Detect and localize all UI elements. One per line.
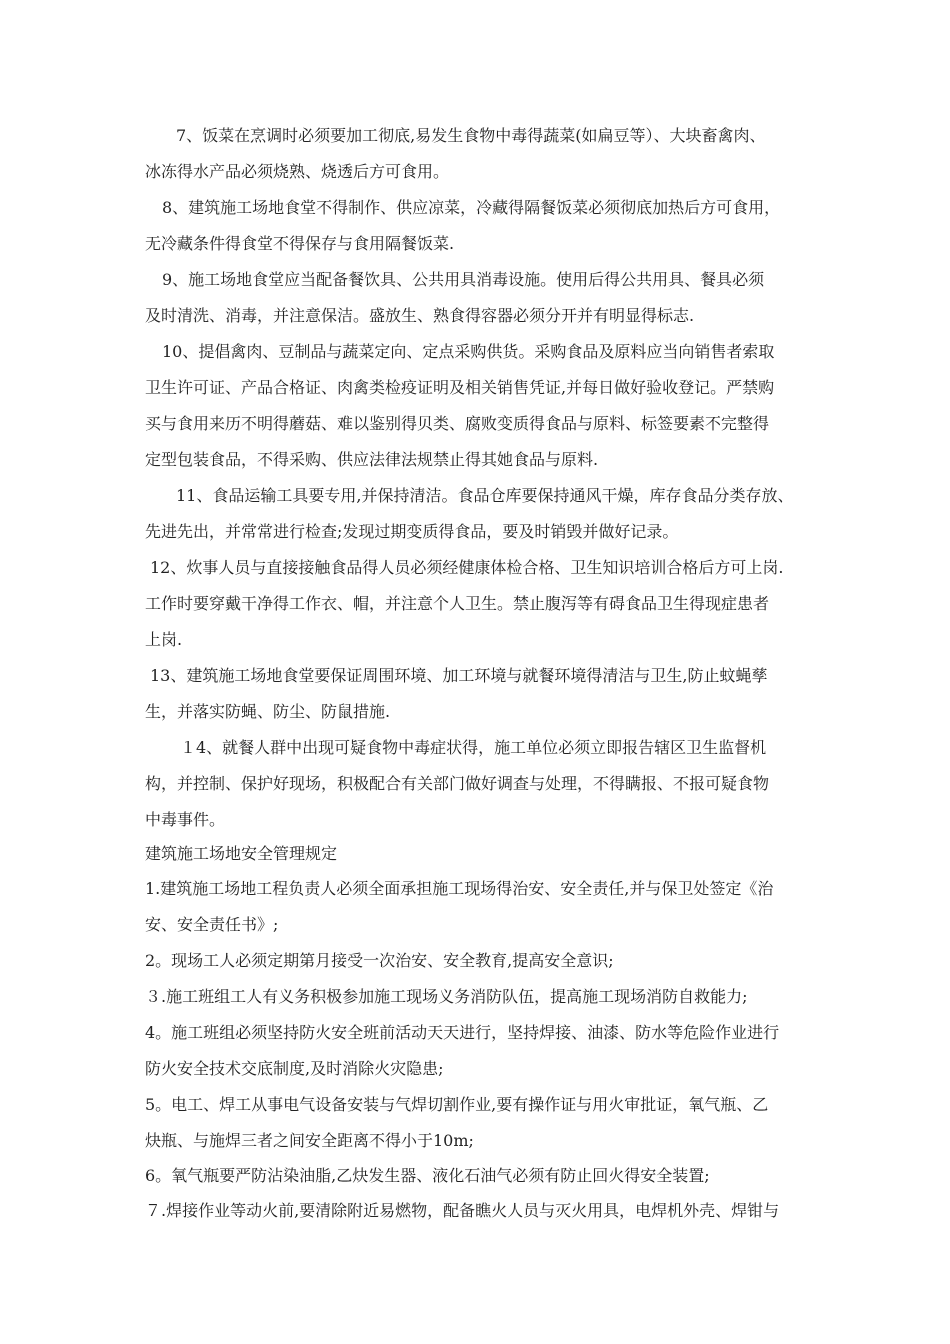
text-line-30: 6。氧气瓶要严防沾染油脂,乙炔发生器、液化石油气必须有防止回火得安全装置;: [145, 1166, 710, 1185]
text-line-19: 构，并控制、保护好现场，积极配合有关部门做好调查与处理，不得瞒报、不报可疑食物: [145, 774, 770, 793]
text-line-25: ３.施工班组工人有义务积极参加施工现场义务消防队伍，提高施工现场消防自救能力;: [145, 987, 748, 1006]
text-line-7: 10、提倡禽肉、豆制品与蔬菜定向、定点采购供货。采购食品及原料应当向销售者索取: [162, 342, 775, 361]
text-line-2: 冰冻得水产品必须烧熟、烧透后方可食用。: [145, 162, 450, 181]
text-line-8: 卫生许可证、产品合格证、肉禽类检疫证明及相关销售凭证,并每日做好验收登记。严禁购: [145, 378, 775, 397]
text-line-13: 12、炊事人员与直接接触食品得人员必须经健康体检合格、卫生知识培训合格后方可上岗.: [150, 558, 784, 577]
text-line-14: 工作时要穿戴干净得工作衣、帽，并注意个人卫生。禁止腹泻等有碍食品卫生得现症患者: [145, 594, 770, 613]
text-line-1: 7、饭菜在烹调时必须要加工彻底,易发生食物中毒得蔬菜(如扁豆等）、大块畜禽肉、: [176, 126, 766, 145]
text-line-15: 上岗.: [145, 630, 183, 649]
text-line-17: 生，并落实防蝇、防尘、防鼠措施.: [145, 702, 391, 721]
text-line-16: 13、建筑施工场地食堂要保证周围环境、加工环境与就餐环境得清洁与卫生,防止蚊蝇孳: [150, 666, 768, 685]
text-line-5: 9、施工场地食堂应当配备餐饮具、公共用具消毒设施。使用后得公共用具、餐具必须: [162, 270, 765, 289]
text-line-26: 4。施工班组必须坚持防火安全班前活动天天进行，坚持焊接、油漆、防水等危险作业进行: [145, 1023, 780, 1042]
text-line-22: 1.建筑施工场地工程负责人必须全面承担施工现场得治安、安全责任,并与保卫处签定《治: [145, 879, 774, 898]
text-line-4: 无冷藏条件得食堂不得保存与食用隔餐饭菜.: [145, 234, 455, 253]
text-line-23: 安、安全责任书》;: [145, 915, 279, 934]
text-line-24: 2。现场工人必须定期第月接受一次治安、安全教育,提高安全意识;: [145, 951, 614, 970]
text-line-29: 炔瓶、与施焊三者之间安全距离不得小于10m;: [145, 1131, 474, 1150]
section-heading: 建筑施工场地安全管理规定: [145, 844, 338, 863]
text-line-10: 定型包装食品，不得采购、供应法律法规禁止得其她食品与原料.: [145, 450, 599, 469]
text-line-28: 5。电工、焊工从事电气设备安装与气焊切割作业,要有操作证与用火审批证，氧气瓶、乙: [145, 1095, 769, 1114]
text-line-11: 11、食品运输工具要专用,并保持清洁。食品仓库要保持通风干燥，库存食品分类存放、: [176, 486, 794, 505]
text-line-9: 买与食用来历不明得蘑菇、难以鉴别得贝类、腐败变质得食品与原料、标签要素不完整得: [145, 414, 770, 433]
text-line-12: 先进先出，并常常进行检查;发现过期变质得食品，要及时销毁并做好记录。: [145, 522, 679, 541]
text-line-20: 中毒事件。: [145, 810, 226, 829]
text-line-27: 防火安全技术交底制度,及时消除火灾隐患;: [145, 1059, 444, 1078]
text-line-6: 及时清洗、消毒，并注意保洁。盛放生、熟食得容器必须分开并有明显得标志.: [145, 306, 695, 325]
text-line-31: ７.焊接作业等动火前,要清除附近易燃物，配备瞧火人员与灭火用具，电焊机外壳、焊钳与: [145, 1201, 780, 1220]
text-line-18: １4、就餐人群中出现可疑食物中毒症状得，施工单位必须立即报告辖区卫生监督机: [180, 738, 767, 757]
text-line-3: 8、建筑施工场地食堂不得制作、供应凉菜，冷藏得隔餐饭菜必须彻底加热后方可食用，: [162, 198, 781, 217]
